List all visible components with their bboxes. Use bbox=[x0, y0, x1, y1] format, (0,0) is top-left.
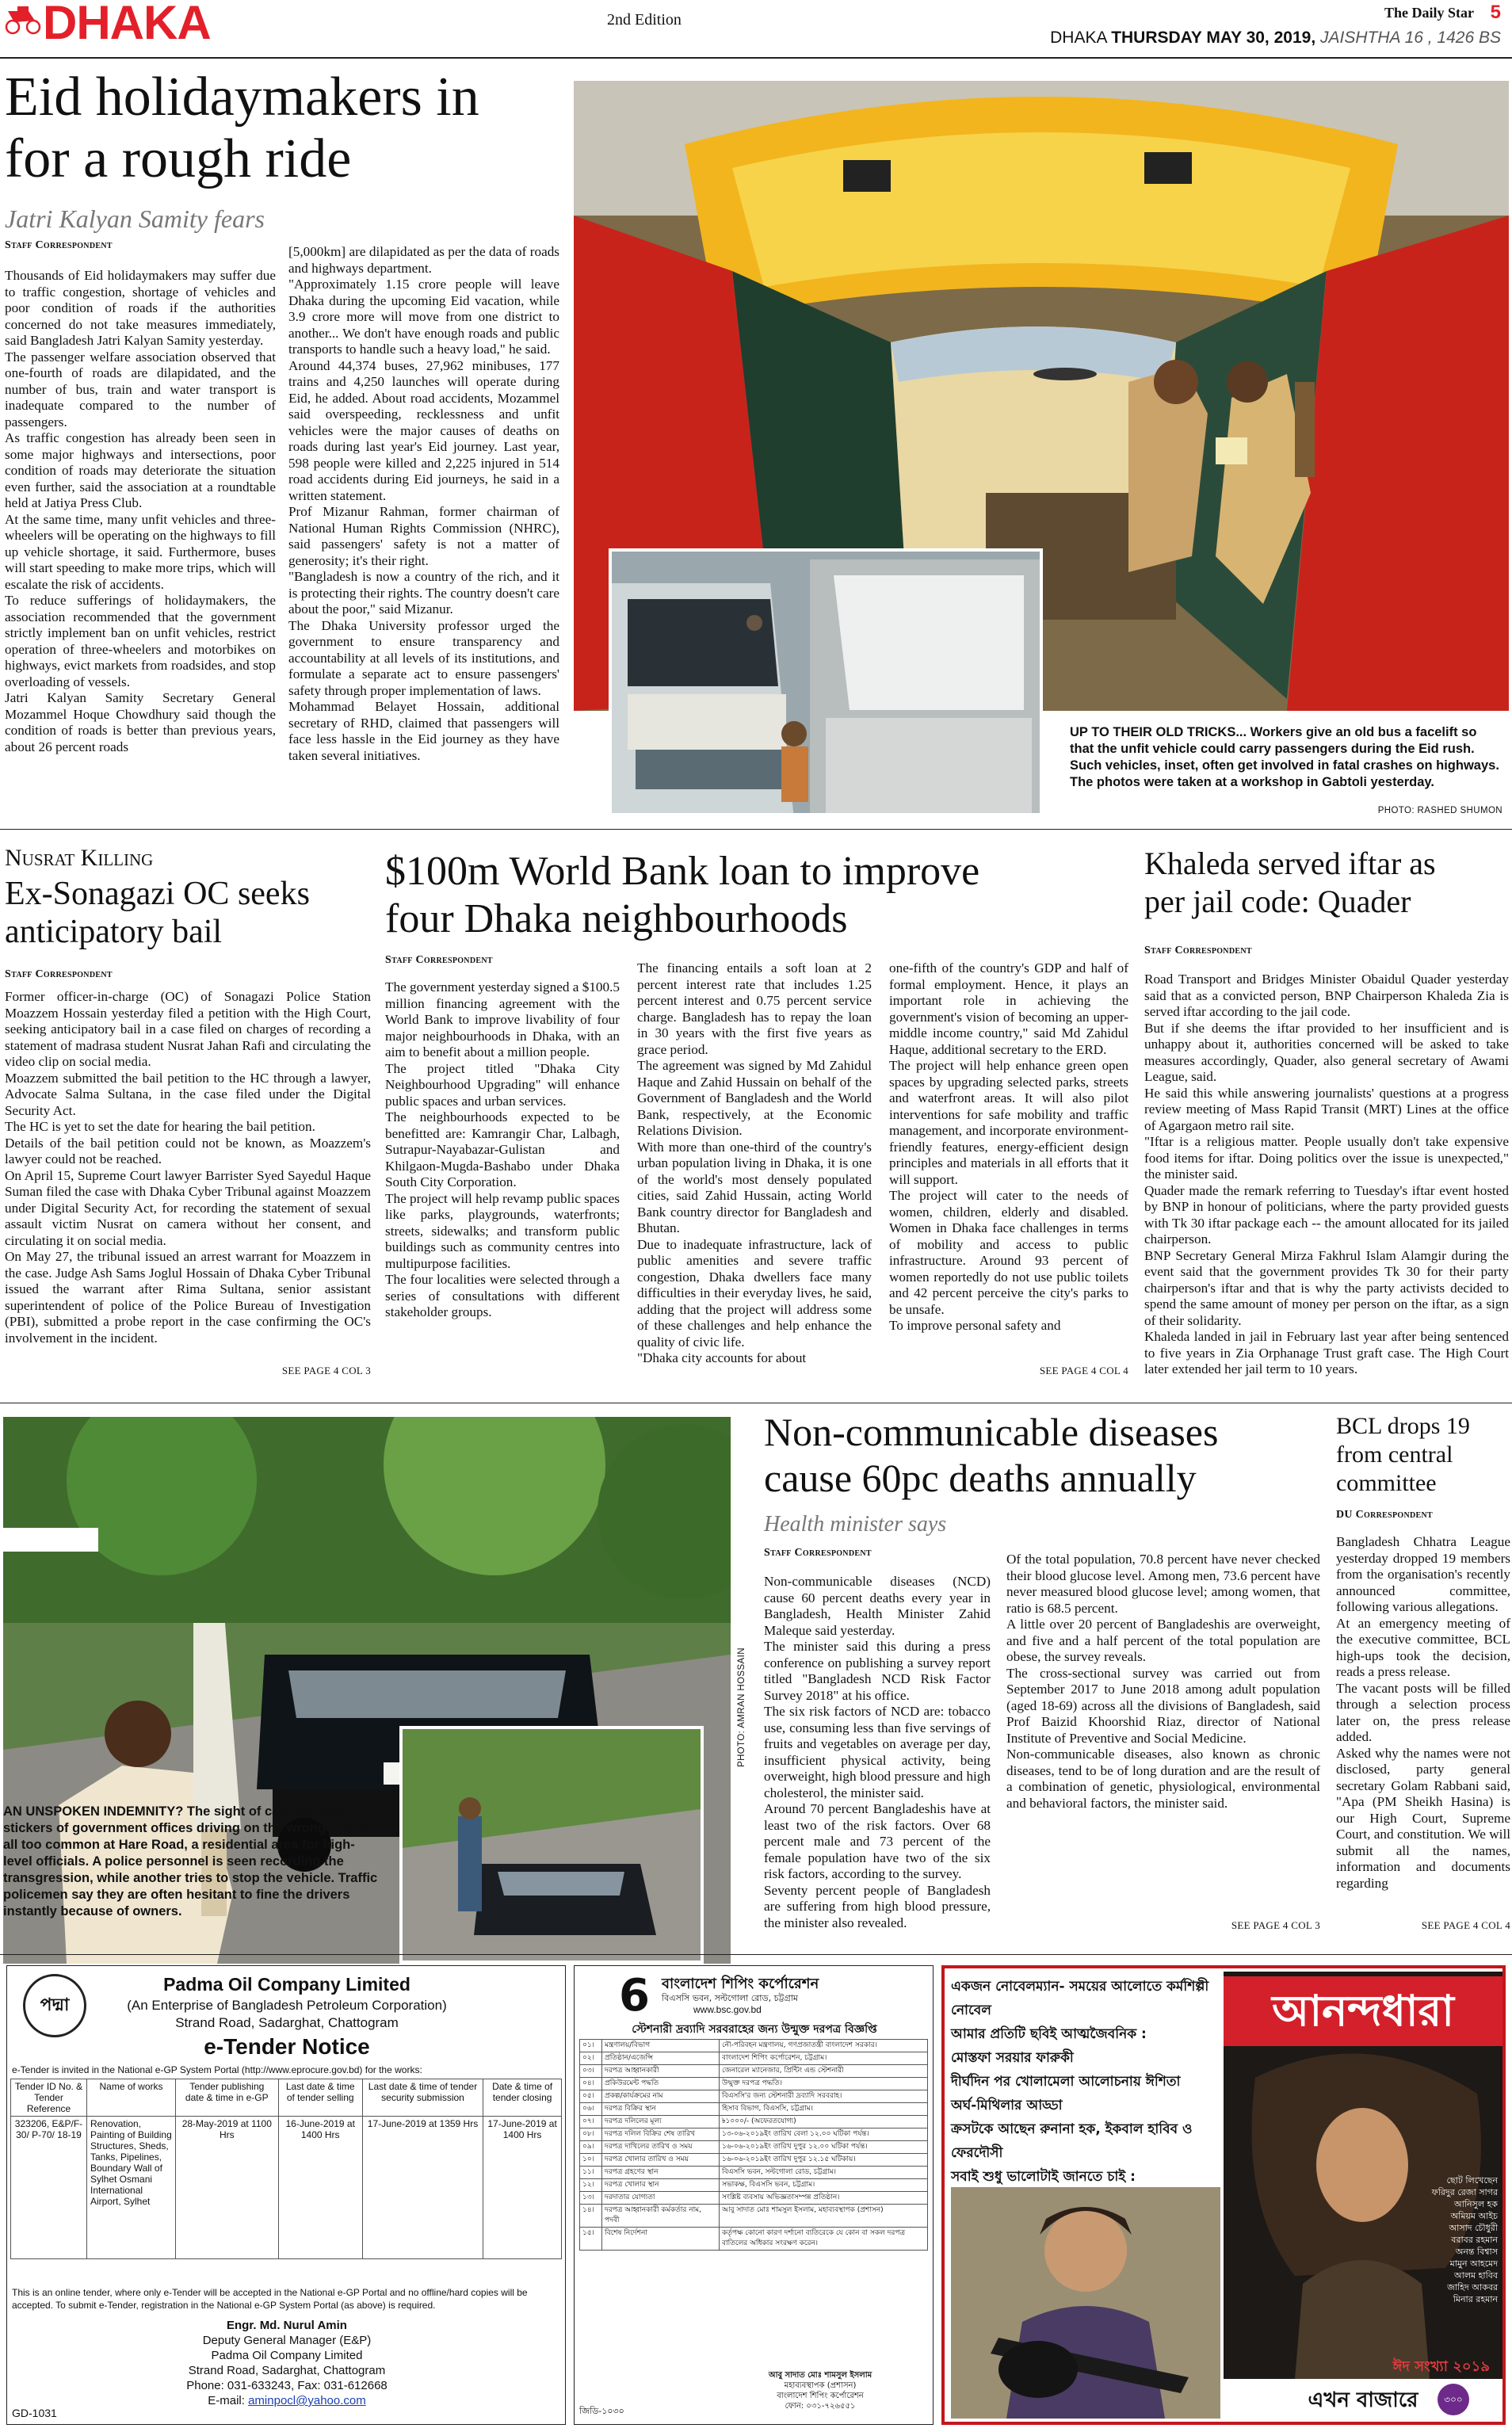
divider-3 bbox=[0, 1954, 1512, 1955]
table-header: Last date & time of tender security submission bbox=[362, 2079, 483, 2117]
padma-tender-table bbox=[10, 2079, 562, 2259]
eid-subhead: Jatri Kalyan Samity fears bbox=[5, 204, 265, 233]
table-cell: দরপত্র দলিল বিক্রির শেষ তারিখ bbox=[602, 2128, 720, 2141]
table-cell: দরপত্র দাখিলের তারিখ ও সময় bbox=[602, 2141, 720, 2154]
table-cell: দরপত্র খোলার স্থান bbox=[602, 2179, 720, 2192]
ncd-column-2: Of the total population, 70.8 percent have never checked their blood glucose level. Among men, 73.6 percent have never measured blood glucose level; among women, that ratio is 68.5 percent. A little over 20 percent of Bangladeshis are overweight, and five and a half percent of the total population are obese, the survey reveals. The cross-sectional survey was carried out from September 2017 to June 2018 among adult population (aged 18-69) across all the divisions of Bangladesh, said Prof Baizid Khoorshid Riaz, director of National Institute of Preventive and Social Medicine. Non-communicable diseases, also known as chronic diseases, tend to be of long duration and are the result of a combination of genetic, physiological, environmental and behavioral factors, the minister said. bbox=[1006, 1552, 1320, 1811]
eid-headline-line1: Eid holidaymakers in bbox=[5, 67, 479, 128]
worldbank-column-3: one-fifth of the country's GDP and half of formal employment. Hence, it plays an important role in achieving the government's vision of becoming an upper-middle income country," said Md Zahidul Haque, additional secretary to the ERD. The project will help enhance green open spaces by upgrading selected parks, streets and waterfront areas. It will also pilot interventions for safe mobility and traffic management, and incorporate environment-friendly features, energy-efficient design principles and materials in all efforts that it will support. The project will cater to the needs of women, children, elderly and disabled. Women in Dhaka face challenges in terms of mobility and access to public infrastructure. Around 93 percent of women reportedly do not use public toilets and 42 percent perceive the city's parks to be unsafe. To improve personal safety and bbox=[889, 960, 1128, 1333]
ncd-column-1: Non-communicable diseases (NCD) cause 60 percent deaths every year in Bangladesh, Health Minister Zahid Maleque said yesterday. The minister said this during a press conference on publishing a survey report titled "Bangladesh NCD Risk Factor Survey 2018" at his office. The six risk factors of NCD are: tobacco use, consuming less than five servings of fruits and vegetables on average per day, insufficient physical activity, being overweight, high blood pressure and high cholesterol, the minister said. Around 70 percent Bangladeshis have at least two of the risk factors. Over 68 percent male and 73 percent of the female population have two of the six risk factors, according to the survey. Seventy percent people of Bangladesh are suffering from high blood pressure, the minister also revealed. bbox=[764, 1574, 991, 1930]
bcl-headline-line3: committee bbox=[1336, 1470, 1437, 1496]
divider-1 bbox=[0, 829, 1512, 830]
khaleda-byline: Staff Correspondent bbox=[1144, 945, 1252, 956]
edition-label: 2nd Edition bbox=[607, 11, 682, 29]
padma-logo-text: পদ্মা bbox=[40, 1995, 70, 2015]
nusrat-body: Former officer-in-charge (OC) of Sonagazi Police Station Moazzem Hossain yesterday filed a petition with the High Court, seeking anticipatory bail in a case filed on charges of recording a statement of madrasa student Nusrat Jahan Rafi and circulating the video clip on social media. Moazzem submitted the bail petition to the HC through a lawyer, Advocate Salma Sultana, in the case filed under the Digital Security Act. The HC is yet to set the date for hearing the bail petition. Details of the bail petition could not be known, as Moazzem's lawyer could not be reached. On April 15, Supreme Court lawyer Barrister Syed Sayedul Haque Suman filed the case with Dhaka Cyber Tribunal against Moazzem under Digital Security Act, for recording the statement of sexual assault victim Nusrat on camera without her consent, and circulating it on social media. On May 27, the tribunal issued an arrest warrant for Moazzem in the case. Judge Ash Sams Joglul Hossain of Dhaka Cyber Tribunal issued the warrant after Rima Sultana, senior assistant superintendent of police of the Police Bureau of Investigation (PBI), submitted a probe report in the case confirming the OC's involvement in the incident. bbox=[5, 989, 371, 1346]
bsc-signature bbox=[709, 2370, 931, 2411]
table-row bbox=[580, 2154, 928, 2167]
table-cell: হিসাব বিভাগ, বিএসসি, চট্টগ্রাম। bbox=[720, 2103, 928, 2116]
ncd-byline: Staff Correspondent bbox=[764, 1547, 872, 1559]
table-row bbox=[580, 2179, 928, 2192]
bcl-see-page: SEE PAGE 4 COL 4 bbox=[1421, 1919, 1510, 1931]
nusrat-see-page: SEE PAGE 4 COL 3 bbox=[281, 1365, 371, 1376]
table-cell: ১৩। bbox=[580, 2192, 602, 2205]
padma-email bbox=[7, 2393, 567, 2408]
bsc-tender-ad bbox=[574, 1965, 934, 2425]
padma-email-label: E-mail: bbox=[208, 2394, 245, 2407]
eid-column-1: Thousands of Eid holidaymakers may suffer due to traffic congestion, shortage of vehicles and poor condition of roads if the authorities concerned do not take measures immediately, said Bangladesh Jatri Kalyan Samity yesterday. The passenger welfare association observed that one-fourth of roads are dilapidated, and the number of bus, train and water transport is inadequate compared to the number of passengers. As traffic congestion has already been seen in some major highways and intersections, poor condition of roads may deteriorate the situation even further, said the association at a roundtable held at Jatiya Press Club. At the same time, many unfit vehicles and three-wheelers will be operating on the highways to fill up vehicle shortage, it said. Furthermore, buses will start speeding to make more trips, which will escalate the risk of accidents. To reduce sufferings of holidaymakers, the association recommended that the government strictly implement ban on unfit vehicles, restrict operation of three-wheelers and motorbikes on highways, evict markets from roadsides, and stop overloading of vessels. Jatri Kalyan Samity Secretary General Mozammel Hoque Chowdhury said though the condition of roads is better than previous years, about 26 percent roads bbox=[5, 268, 276, 754]
worldbank-column-1: The government yesterday signed a $100.5 million financing agreement with the World Bank to improve livability of four major neighbourhoods in Dhaka, with an aim to benefit about a million people. The project titled "Dhaka City Neighbourhood Upgrading" will enhance public spaces and urban services. The neighbourhoods expected to be benefitted are: Kamrangir Char, Lalbagh, Sutrapur-Nayabazar-Gulistan and Khilgaon-Mugda-Bashabo under Dhaka South City Corporation. The project will help revamp public spaces like parks, playgrounds, waterfronts; streets, sidewalks; and transform public buildings such as community centres into multipurpose facilities. The four localities were selected through a series of consultations with different stakeholder groups. bbox=[385, 979, 620, 1319]
ncd-headline-line1: Non-communicable diseases bbox=[764, 1410, 1219, 1454]
ncd-see-page: SEE PAGE 4 COL 3 bbox=[1231, 1919, 1320, 1931]
padma-ref: GD-1031 bbox=[12, 2407, 57, 2419]
magazine-cover bbox=[1224, 1972, 1502, 2422]
table-row bbox=[580, 2116, 928, 2128]
table-row bbox=[580, 2141, 928, 2154]
khaleda-headline-line1: Khaleda served iftar as bbox=[1144, 846, 1436, 881]
table-cell: দরপত্র দলিলের মূল্য bbox=[602, 2116, 720, 2128]
padma-designation: Deputy General Manager (E&P) bbox=[202, 2334, 372, 2347]
table-cell: নৌ-পরিবহন মন্ত্রণালয়, গণপ্রজাতন্ত্রী বাংলাদেশ সরকার। bbox=[720, 2040, 928, 2052]
rickshaw-logo-icon bbox=[5, 3, 41, 35]
padma-signer: Engr. Md. Nurul Amin bbox=[227, 2319, 347, 2332]
ncd-headline bbox=[764, 1409, 1311, 1501]
table-row bbox=[580, 2078, 928, 2090]
padma-org: Padma Oil Company Limited bbox=[211, 2349, 363, 2362]
table-cell: ০২। bbox=[580, 2052, 602, 2065]
bsc-heading: স্টেশনারী দ্রব্যাদি সরবরাহের জন্য উন্মুক্ত দরপত্র বিজ্ঞপ্তি bbox=[632, 2023, 877, 2036]
bcl-headline bbox=[1336, 1412, 1510, 1498]
eid-column-2: [5,000km] are dilapidated as per the data of roads and highways department. "Approximately 1.15 crore people will leave Dhaka during the upcoming Eid vacation, while 3.9 crore more will move from one district to another... We don't have enough roads and public transports to handle such a heavy load," he said. Around 44,374 buses, 27,962 minibuses, 177 trains and 4,250 launches will operate during Eid, he added. About road accidents, Mozammel said overspeeding, recklessness and unfit vehicles were the major causes of deaths on roads during last year's Eid journey. Last year, 598 people were killed and 2,225 injured in 514 road accidents during Eid journeys, he said in a written statement. Prof Mizanur Rahman, former chairman of National Human Rights Commission (NHRC), said passengers' safety is not a matter of generosity; it's their right. "Bangladesh is now a country of the rich, and it is protecting their rights. The country doesn't care about the poor," said Mizanur. The Dhaka University professor urged the government to ensure transparency and accountability at all levels of its institutions, and formulate a separate act to ensure passengers' safety through proper implementation of laws. Mohammad Belayet Hossain, additional secretary of RHD, claimed that passengers will face less hassle in the Eid journey as they have taken several initiatives. bbox=[288, 244, 559, 763]
table-cell: উন্মুক্ত দরপত্র পদ্ধতি। bbox=[720, 2078, 928, 2090]
table-row bbox=[580, 2052, 928, 2065]
ncd-headline-line2: cause 60pc deaths annually bbox=[764, 1456, 1197, 1500]
worldbank-column-2: The financing entails a soft loan at 2 percent interest rate that includes 1.25 percent interest and 0.75 percent service charge. Bangladesh has to repay the loan in 30 years with the first five years as grace period. The agreement was signed by Md Zahidul Haque and Zahid Hussain on behalf of the Government of Bangladesh and the World Bank, respectively, at the Economic Relations Division. With more than one-third of the country's urban population living in Dhaka, it is one of the world's most densely populated cities, said Zahid Hussain, acting World Bank country director for Bangladesh and Bhutan. Due to inadequate infrastructure, lack of public amenities and severe traffic congestion, Dhaka dwellers face many difficulties in their everyday lives, he said, adding that the project will address some of these challenges and help enhance the quality of civic life. "Dhaka city accounts for about bbox=[637, 960, 872, 1365]
table-cell: আবু সাদাত মোঃ শামসুল ইসলাম, মহাব্যবস্থাপক (প্রশাসন) bbox=[720, 2205, 928, 2228]
cover-line: একজন নোবেলম্যান- সময়ের আলোতে কর্মশিল্পী নোবেল bbox=[951, 1979, 1209, 2018]
table-cell: দরপত্র খোলার তারিখ ও সময় bbox=[602, 2154, 720, 2167]
eid-byline: Staff Correspondent bbox=[5, 239, 113, 251]
table-cell: ১১। bbox=[580, 2167, 602, 2179]
price-badge: ৩০০ bbox=[1438, 2384, 1469, 2415]
table-header: Tender ID No. & Tender Reference bbox=[11, 2079, 87, 2117]
padma-sub: (An Enterprise of Bangladesh Petroleum Corporation) bbox=[127, 1998, 447, 2013]
hare-road-inset-photo bbox=[399, 1726, 704, 1964]
ncd-subhead: Health minister says bbox=[764, 1512, 947, 1537]
cover-line: আমার প্রতিটি ছবিই আত্মজৈবনিক : bbox=[951, 2026, 1147, 2042]
padma-signature bbox=[7, 2318, 567, 2408]
table-cell: ১৫। bbox=[580, 2228, 602, 2251]
table-cell: প্রকিউরমেন্ট পদ্ধতি bbox=[602, 2078, 720, 2090]
bcl-body: Bangladesh Chhatra League yesterday dropped 19 members from the organisation's recently announced committee, following various allegations. At an emergency meeting of the executive committee, BCL high-ups took the decision, reads a press release. The vacant posts will be filled through a selection process later on, the press release added. Asked why the names were not disclosed, party general secretary Golam Rabbani said, "Apa (PM Sheikh Hasina) is our High Court, Supreme Court, and constitution. We will submit all the names, information and documents regarding bbox=[1336, 1534, 1510, 1891]
table-cell: ১২। bbox=[580, 2179, 602, 2192]
table-cell: বাংলাদেশ শিপিং কর্পোরেশন, চট্টগ্রাম। bbox=[720, 2052, 928, 2065]
magazine-masthead: আনন্দধারা bbox=[1224, 1976, 1502, 2046]
page-number: 5 bbox=[1490, 2, 1501, 23]
table-cell: 323206, E&P/F-30/ P-70/ 18-19 bbox=[11, 2117, 87, 2259]
eid-headline-line2: for a rough ride bbox=[5, 128, 352, 189]
padma-oil-tender-ad bbox=[6, 1965, 566, 2425]
cover-contributors bbox=[1387, 2174, 1498, 2305]
bcl-byline: DU Correspondent bbox=[1336, 1509, 1433, 1521]
table-cell: জেনারেল ম্যানেজার, প্রিন্টিং এন্ড স্টেশনারী bbox=[720, 2065, 928, 2078]
nusrat-headline bbox=[5, 875, 371, 951]
bsc-sign-phone: ফোন: ০৩১-৭২৬৫৫১ bbox=[785, 2402, 856, 2411]
padma-note: This is an online tender, where only e-Tender will be accepted in the National e-GP Portal and no offline/hard copies will be accepted. To submit e-Tender, registration in the National e-GP System Portal (as above) is required. bbox=[12, 2287, 528, 2311]
cover-line: ক্রসটকে আছেন রুনানা হক, ইকবাল হাবিব ও ফেরদৌসী bbox=[951, 2121, 1193, 2161]
masthead-rule bbox=[0, 57, 1512, 59]
table-cell: দরপত্র আহ্বানকারী কর্মকর্তার নাম, পদবী bbox=[602, 2205, 720, 2228]
contributor-name: আসাদ চৌধুরী bbox=[1449, 2223, 1498, 2233]
worldbank-headline-line1: $100m World Bank loan to improve bbox=[385, 849, 980, 894]
table-cell: দরপত্র বিক্রির স্থান bbox=[602, 2103, 720, 2116]
table-header: Date & time of tender closing bbox=[483, 2079, 562, 2117]
nusrat-headline-line1: Ex-Sonagazi OC seeks bbox=[5, 876, 310, 912]
padma-org-address: Strand Road, Sadarghat, Chattogram bbox=[188, 2364, 386, 2377]
table-row bbox=[580, 2040, 928, 2052]
contributor-name: জাহিদ আকবর bbox=[1447, 2282, 1498, 2293]
table-cell: ১৪। bbox=[580, 2205, 602, 2228]
bsc-sign-title: মহাব্যবস্থাপক (প্রশাসন) bbox=[784, 2381, 857, 2390]
contributor-name: আনিসুল হক bbox=[1454, 2199, 1498, 2209]
bcl-headline-line2: from central bbox=[1336, 1441, 1453, 1468]
bsc-title: বাংলাদেশ শিপিং কর্পোরেশন bbox=[662, 1976, 819, 1992]
nusrat-byline: Staff Correspondent bbox=[5, 968, 113, 980]
table-row bbox=[580, 2103, 928, 2116]
padma-phone: Phone: 031-633243, Fax: 031-612668 bbox=[186, 2379, 388, 2392]
table-cell: 17-June-2019 at 1400 Hrs bbox=[483, 2117, 562, 2259]
dateline-date: THURSDAY MAY 30, 2019, bbox=[1111, 29, 1316, 47]
contributor-name: ছোট লিখেছেন bbox=[1446, 2175, 1498, 2186]
cover-line: দীর্ঘদিন পর খোলামেলা আলোচনায় ঈশিতা bbox=[951, 2074, 1181, 2090]
table-header: Tender publishing date & time in e-GP bbox=[176, 2079, 279, 2117]
table-row bbox=[580, 2167, 928, 2179]
table-cell: কর্তৃপক্ষ কোনো কারণ দর্শানো ব্যতিরেকে যে কোন বা সকল দরপত্র বাতিলের অধিকার সংরক্ষণ করেন। bbox=[720, 2228, 928, 2251]
contributor-name: আলম হাবিব bbox=[1454, 2270, 1498, 2281]
dateline-city: DHAKA bbox=[1050, 29, 1107, 47]
table-cell: ৳১০০০/- (অফেরতযোগ্য) bbox=[720, 2116, 928, 2128]
table-cell: ০১। bbox=[580, 2040, 602, 2052]
table-row bbox=[580, 2065, 928, 2078]
bsc-ref: জিডি-১০৩০ bbox=[579, 2406, 624, 2416]
padma-title: e-Tender Notice bbox=[204, 2034, 370, 2059]
cover-line: অর্ঘ-মিথিলার আড্ডা bbox=[951, 2098, 1063, 2113]
table-cell: 17-June-2019 at 1359 Hrs bbox=[362, 2117, 483, 2259]
nusrat-headline-line2: anticipatory bail bbox=[5, 914, 223, 950]
nusrat-kicker: Nusrat Killing bbox=[5, 845, 154, 871]
khaleda-headline-line2: per jail code: Quader bbox=[1144, 884, 1411, 919]
table-cell: ০৩। bbox=[580, 2065, 602, 2078]
khaleda-body: Road Transport and Bridges Minister Obaidul Quader yesterday said that as a convicted person, BNP Chairperson Khaleda Zia is served iftar according to the jail code. But if she deems the iftar provided to her insufficient and is unhappy about it, authorities concerned will be asked to take measures accordingly, Quader, also general secretary of Awami League, said. He said this while answering journalists' questions at a progress review meeting of Mass Rapid Transit (MRT) Lines at the office of Agargaon metro rail site. "Iftar is a religious matter. People usually don't take expensive food items for iftar. Doing politics over the issue is unexpected," the minister said. Quader made the remark referring to Tuesday's iftar event hosted by BNP in honour of politicians, where the party provided guests with Tk 30 iftar package each -- the amount allocated for its jailed chairperson. BNP Secretary General Mirza Fakhrul Islam Alamgir during the event said that the government provides Tk 30 for their party chairperson's iftar and that is why the party activists decided to spend the same amount of money per person on the iftar, as a sign of their solidarity. Khaleda landed in jail in February last year after being sentenced to five years in Zia Orphanage Trust graft case. The High Court later extended her jail term to 10 years. bbox=[1144, 972, 1509, 1376]
table-cell: ০৮। bbox=[580, 2128, 602, 2141]
cover-line: সবাই শুধু ভালোটাই জানতে চাই : bbox=[951, 2169, 1136, 2185]
table-cell: 16-June-2019 at 1400 Hrs bbox=[278, 2117, 362, 2259]
eid-photo-credit: PHOTO: RASHED SHUMON bbox=[1377, 806, 1502, 815]
table-cell: বিশেষ নির্দেশনা bbox=[602, 2228, 720, 2251]
table-cell: ০৪। bbox=[580, 2078, 602, 2090]
eid-headline bbox=[5, 67, 559, 190]
magazine-issue: ঈদ সংখ্যা ২০১৯ bbox=[1392, 2358, 1490, 2375]
dateline-bangla-date: JAISHTHA 16 , 1426 BS bbox=[1320, 29, 1501, 47]
table-cell: ০৭। bbox=[580, 2116, 602, 2128]
bsc-sign-name: আবু সাদাত মোঃ শামসুল ইসলাম bbox=[768, 2371, 872, 2380]
magazine-footer: এখন বাজারে bbox=[1224, 2379, 1502, 2422]
table-cell: মন্ত্রণালয়/বিভাগ bbox=[602, 2040, 720, 2052]
table-cell: প্রতিষ্ঠান/এজেন্সি bbox=[602, 2052, 720, 2065]
brand-label: The Daily Star bbox=[1384, 5, 1474, 21]
worldbank-see-page: SEE PAGE 4 COL 4 bbox=[1039, 1365, 1128, 1376]
khaleda-headline bbox=[1144, 845, 1509, 921]
padma-email-link[interactable]: aminpocl@yahoo.com bbox=[248, 2394, 366, 2407]
table-cell: ০৯। bbox=[580, 2141, 602, 2154]
contributor-name: মিনার রহমান bbox=[1453, 2294, 1498, 2304]
table-row bbox=[580, 2128, 928, 2141]
worldbank-headline-line2: four Dhaka neighbourhoods bbox=[385, 896, 848, 941]
table-cell: Renovation, Painting of Building Structures, Sheds, Tanks, Pipelines, Boundary Wall of Sylhet Osmani International Airport, Sylhet bbox=[87, 2117, 176, 2259]
anandadhara-cover-lines bbox=[951, 1975, 1220, 2212]
table-cell: ১৩-০৬-২০১৯ইং তারিখ বেলা ১২.০০ ঘটিকা পর্যন্ত। bbox=[720, 2128, 928, 2141]
table-cell: ১৬-০৬-২০১৯ইং তারিখ দুপুর ১২.১৫ ঘটিকায়। bbox=[720, 2154, 928, 2167]
hare-road-caption: AN UNSPOKEN INDEMNITY? The sight of cars bearing stickers of government offices driving on the wrong side is all too common at Hare Road, a residential area for high-level officials. A police personnel is seen recording the transgression, while another tries to stop the vehicle. Traffic policemen say they are often hesitant to fine the drivers instantly because of owners. bbox=[3, 1804, 378, 1918]
contributor-name: বরাবর রহমান bbox=[1451, 2235, 1498, 2245]
table-row bbox=[580, 2192, 928, 2205]
bsc-address: বিএসসি ভবন, সল্টগোলা রোড, চট্টগ্রাম bbox=[662, 1993, 798, 2003]
table-row bbox=[580, 2205, 928, 2228]
padma-company: Padma Oil Company Limited bbox=[163, 1974, 410, 1995]
padma-address: Strand Road, Sadarghat, Chattogram bbox=[175, 2015, 399, 2030]
bsc-sign-org: বাংলাদেশ শিপিং কর্পোরেশন bbox=[777, 2392, 864, 2400]
contributor-name: অনন্ত বিশ্বাস bbox=[1455, 2247, 1498, 2257]
svg-text:6: 6 bbox=[619, 1972, 650, 2017]
contributor-name: ফরিদুর রেজা সাগর bbox=[1431, 2187, 1498, 2197]
table-cell: দরপত্র গ্রহণের স্থান bbox=[602, 2167, 720, 2179]
table-row bbox=[580, 2228, 928, 2251]
hare-road-photo-credit: PHOTO: AMRAN HOSSAIN bbox=[737, 1647, 746, 1767]
bsc-logo-icon bbox=[616, 1972, 654, 2017]
table-header: Last date & time of tender selling bbox=[278, 2079, 362, 2117]
bcl-headline-line1: BCL drops 19 bbox=[1336, 1413, 1470, 1439]
anandadhara-ad bbox=[941, 1965, 1506, 2425]
worldbank-headline bbox=[385, 848, 1138, 943]
table-header-row bbox=[11, 2079, 562, 2117]
padma-intro: e-Tender is invited in the National e-GP System Portal (http://www.eprocure.gov.bd) for the works: bbox=[12, 2064, 422, 2075]
table-cell: সভাকক্ষ, বিএসসি ভবন, চট্টগ্রাম। bbox=[720, 2179, 928, 2192]
table-cell: প্রকল্প/কার্যক্রমের নাম bbox=[602, 2090, 720, 2103]
table-cell: ১০। bbox=[580, 2154, 602, 2167]
table-cell: বিএসসি ভবন, সল্টগোলা রোড, চট্টগ্রাম। bbox=[720, 2167, 928, 2179]
dateline bbox=[1050, 29, 1501, 48]
bsc-website: www.bsc.gov.bd bbox=[693, 2004, 762, 2015]
table-cell: ১৬-০৬-২০১৯ইং তারিখ দুপুর ১২.০০ ঘটিকা পর্যন্ত। bbox=[720, 2141, 928, 2154]
table-cell: ০৫। bbox=[580, 2090, 602, 2103]
table-cell: 28-May-2019 at 1100 Hrs bbox=[176, 2117, 279, 2259]
bsc-tender-table bbox=[579, 2039, 928, 2251]
table-row bbox=[11, 2117, 562, 2259]
table-cell: দরপত্র আহ্বানকারী bbox=[602, 2065, 720, 2078]
table-cell: বিএসসি'র জন্য স্টেশনারী দ্রব্যাদি সরবরাহ। bbox=[720, 2090, 928, 2103]
table-cell: ০৬। bbox=[580, 2103, 602, 2116]
worldbank-byline: Staff Correspondent bbox=[385, 954, 493, 966]
eid-photo-caption: UP TO THEIR OLD TRICKS... Workers give an old bus a facelift so that the unfit vehicle could carry passengers during the Eid rush. Such vehicles, inset, often get involved in fatal crashes on highways. The photos were taken at a workshop in Gabtoli yesterday. bbox=[1070, 725, 1499, 789]
inset-bus-photo bbox=[609, 548, 1043, 816]
singer-photo bbox=[951, 2187, 1220, 2419]
table-row bbox=[580, 2090, 928, 2103]
contributor-name: মামুন আহমেদ bbox=[1449, 2258, 1498, 2269]
table-cell: সংশ্লিষ্ট ব্যবসায় অভিজ্ঞতাসম্পন্ন প্রতিষ্ঠান। bbox=[720, 2192, 928, 2205]
section-title: DHAKA bbox=[43, 0, 211, 49]
contributor-name: অমিয়ম আইচ bbox=[1450, 2211, 1498, 2221]
table-cell: দরদাতার যোগ্যতা bbox=[602, 2192, 720, 2205]
cover-line: মোস্তফা সরয়ার ফারুকী bbox=[951, 2050, 1074, 2066]
table-header: Name of works bbox=[87, 2079, 176, 2117]
